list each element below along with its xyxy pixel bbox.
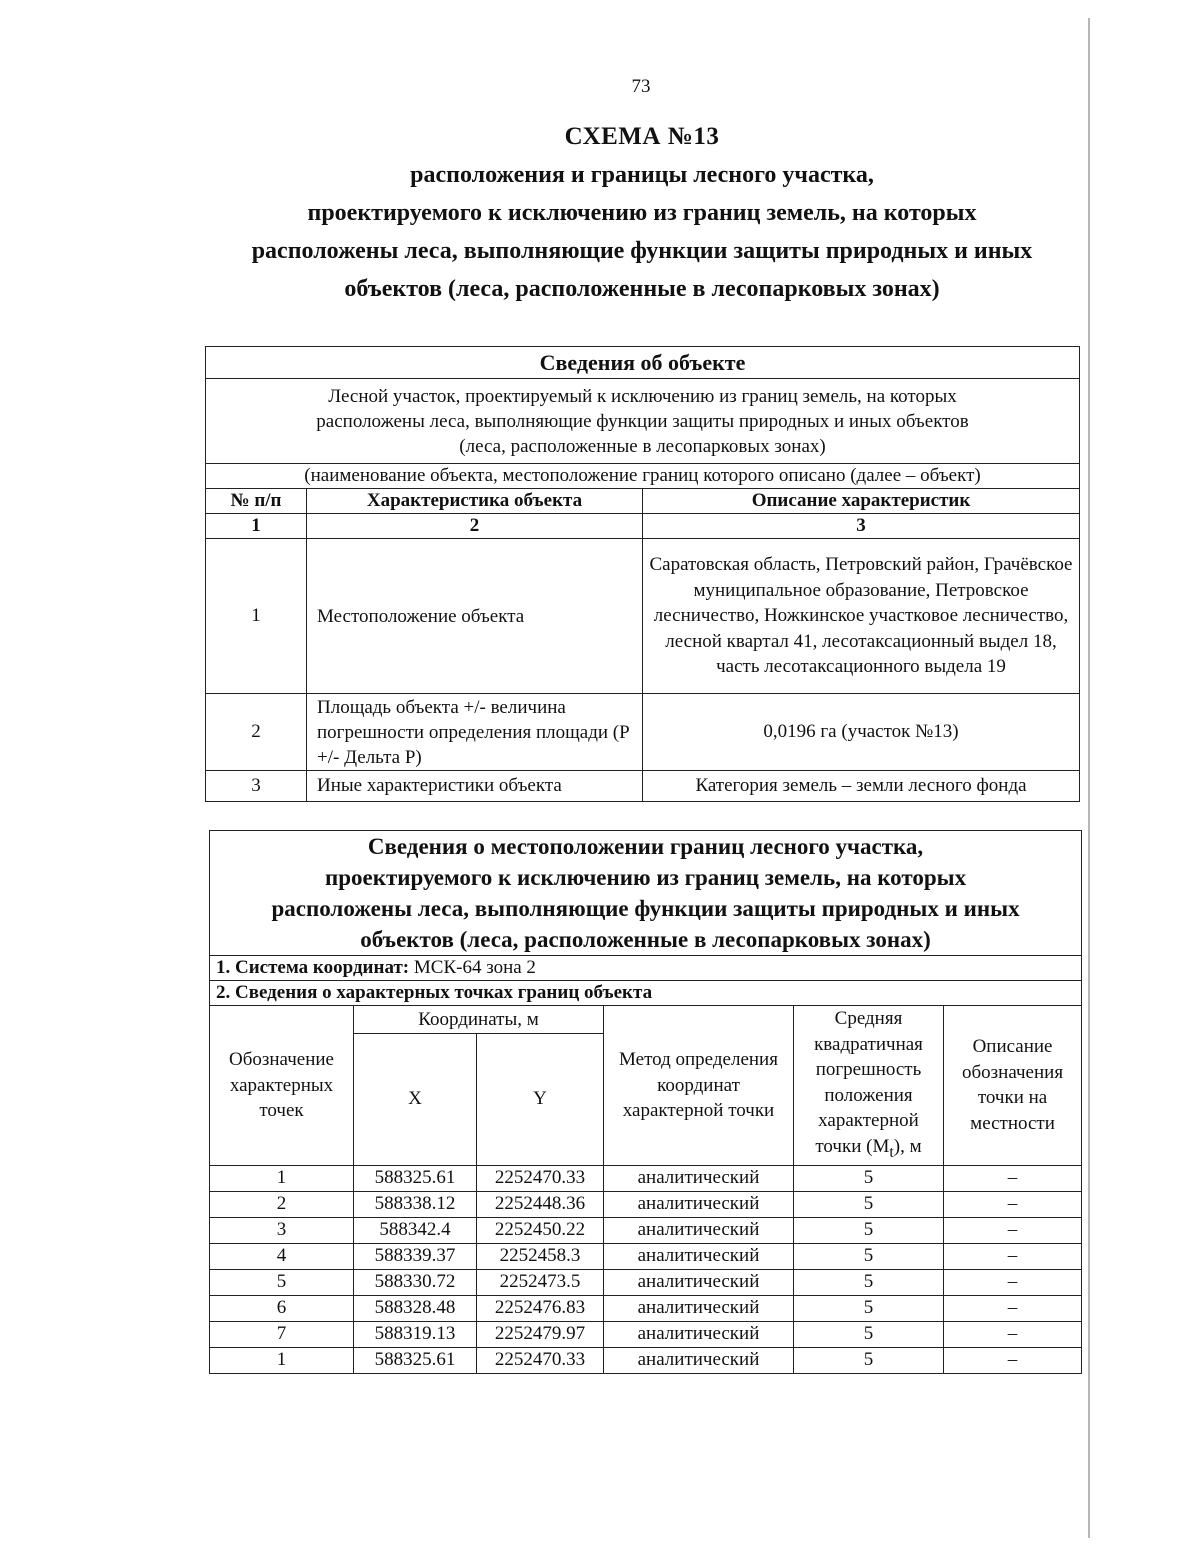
boundary-table xyxy=(209,830,1082,1374)
header-coordinates: Координаты, м xyxy=(354,1006,604,1034)
point-x: 588325.61 xyxy=(354,1347,477,1373)
point-y: 2252476.83 xyxy=(477,1295,604,1321)
point-error: 5 xyxy=(794,1321,944,1347)
object-info-heading: Сведения об объекте xyxy=(206,347,1080,379)
point-y: 2252473.5 xyxy=(477,1269,604,1295)
point-y: 2252448.36 xyxy=(477,1191,604,1217)
header-error-sub: t xyxy=(889,1143,894,1161)
table-row xyxy=(210,1269,1082,1295)
point-y: 2252450.22 xyxy=(477,1217,604,1243)
point-error: 5 xyxy=(794,1295,944,1321)
point-error: 5 xyxy=(794,1269,944,1295)
row-characteristic: Иные характеристики объекта xyxy=(307,771,643,802)
point-id: 1 xyxy=(210,1347,354,1373)
point-x: 588339.37 xyxy=(354,1243,477,1269)
point-description: – xyxy=(944,1191,1082,1217)
point-method: аналитический xyxy=(604,1191,794,1217)
boundary-heading-line: проектируемого к исключению из границ земель, на которых xyxy=(324,865,967,890)
point-description: – xyxy=(944,1347,1082,1373)
point-y: 2252470.33 xyxy=(477,1165,604,1191)
point-error: 5 xyxy=(794,1191,944,1217)
point-method: аналитический xyxy=(604,1347,794,1373)
point-method: аналитический xyxy=(604,1295,794,1321)
point-description: – xyxy=(944,1243,1082,1269)
row-characteristic: Местоположение объекта xyxy=(307,539,643,694)
col-number: 1 xyxy=(206,514,307,539)
table-row xyxy=(206,539,1080,694)
object-name xyxy=(206,379,1080,464)
point-y: 2252470.33 xyxy=(477,1347,604,1373)
point-id: 4 xyxy=(210,1243,354,1269)
point-description: – xyxy=(944,1295,1082,1321)
point-x: 588338.12 xyxy=(354,1191,477,1217)
point-method: аналитический xyxy=(604,1217,794,1243)
object-name-line: Лесной участок, проектируемый к исключению из границ земель, на которых xyxy=(328,385,957,407)
title-line: проектируемого к исключению из границ земель, на которых xyxy=(307,200,977,226)
object-name-line: (леса, расположенные в лесопарковых зонах) xyxy=(459,435,826,457)
table-row xyxy=(210,1321,1082,1347)
point-description: – xyxy=(944,1165,1082,1191)
object-info-table xyxy=(205,346,1080,802)
point-error: 5 xyxy=(794,1347,944,1373)
col-header-number: № п/п xyxy=(206,489,307,514)
point-x: 588342.4 xyxy=(354,1217,477,1243)
document-title xyxy=(200,118,1084,308)
table-row xyxy=(210,1165,1082,1191)
point-id: 6 xyxy=(210,1295,354,1321)
point-description: – xyxy=(944,1217,1082,1243)
point-y: 2252479.97 xyxy=(477,1321,604,1347)
table-row xyxy=(210,1295,1082,1321)
boundary-heading-line: расположены леса, выполняющие функции защиты природных и иных xyxy=(271,896,1020,921)
coord-system-row xyxy=(210,956,1082,981)
col-header-characteristic: Характеристика объекта xyxy=(307,489,643,514)
row-characteristic: Площадь объекта +/- величина погрешности определения площади (Р +/- Дельта Р) xyxy=(307,694,643,771)
row-description: 0,0196 га (участок №13) xyxy=(643,694,1080,771)
point-id: 7 xyxy=(210,1321,354,1347)
header-error xyxy=(794,1006,944,1166)
point-y: 2252458.3 xyxy=(477,1243,604,1269)
header-x: X xyxy=(354,1033,477,1165)
header-y: Y xyxy=(477,1033,604,1165)
point-x: 588325.61 xyxy=(354,1165,477,1191)
table-row xyxy=(210,1347,1082,1373)
row-number: 2 xyxy=(206,694,307,771)
point-x: 588330.72 xyxy=(354,1269,477,1295)
point-method: аналитический xyxy=(604,1269,794,1295)
point-method: аналитический xyxy=(604,1165,794,1191)
scan-page-edge xyxy=(1088,18,1090,1538)
title-line: объектов (леса, расположенные в лесопарковых зонах) xyxy=(344,276,940,302)
object-name-line: расположены леса, выполняющие функции защиты природных и иных объектов xyxy=(316,410,969,432)
point-description: – xyxy=(944,1321,1082,1347)
point-description: – xyxy=(944,1269,1082,1295)
row-description: Категория земель – земли лесного фонда xyxy=(643,771,1080,802)
row-description: Саратовская область, Петровский район, Грачёвское муниципальное образование, Петровское лесничество, Ножкинское участковое лесничество, лесной квартал 41, лесотаксационный выдел 18, часть лесотаксационного выдела 19 xyxy=(643,539,1080,694)
point-method: аналитический xyxy=(604,1321,794,1347)
header-designation: Обозначение характерных точек xyxy=(210,1006,354,1166)
row-number: 1 xyxy=(206,539,307,694)
page-number: 73 xyxy=(631,76,651,97)
coord-system-label: 1. Система координат: xyxy=(216,957,410,978)
col-header-description: Описание характеристик xyxy=(643,489,1080,514)
header-point-description: Описание обозначения точки на местности xyxy=(944,1006,1082,1166)
point-method: аналитический xyxy=(604,1243,794,1269)
table-row xyxy=(206,694,1080,771)
header-error-text: Средняя квадратичная погрешность положения характерной точки (M xyxy=(814,1008,923,1157)
point-error: 5 xyxy=(794,1243,944,1269)
boundary-heading-line: объектов (леса, расположенные в лесопарковых зонах) xyxy=(360,927,931,952)
points-body xyxy=(210,1165,1082,1373)
header-error-suffix: ), м xyxy=(893,1135,922,1157)
point-id: 3 xyxy=(210,1217,354,1243)
point-error: 5 xyxy=(794,1217,944,1243)
point-error: 5 xyxy=(794,1165,944,1191)
boundary-heading xyxy=(210,831,1082,956)
points-section-title: 2. Сведения о характерных точках границ объекта xyxy=(210,981,1082,1006)
point-id: 5 xyxy=(210,1269,354,1295)
table-row xyxy=(206,771,1080,802)
table-row xyxy=(210,1243,1082,1269)
point-x: 588319.13 xyxy=(354,1321,477,1347)
header-method: Метод определения координат характерной точки xyxy=(604,1006,794,1166)
table-row xyxy=(210,1217,1082,1243)
col-number: 3 xyxy=(643,514,1080,539)
table-row xyxy=(210,1191,1082,1217)
object-name-caption: (наименование объекта, местоположение границ которого описано (далее – объект) xyxy=(206,464,1080,489)
title-line: расположения и границы лесного участка, xyxy=(410,162,874,188)
point-x: 588328.48 xyxy=(354,1295,477,1321)
point-id: 2 xyxy=(210,1191,354,1217)
point-id: 1 xyxy=(210,1165,354,1191)
schema-heading: СХЕМА №13 xyxy=(564,123,720,150)
row-number: 3 xyxy=(206,771,307,802)
col-number: 2 xyxy=(307,514,643,539)
title-line: расположены леса, выполняющие функции защиты природных и иных xyxy=(251,238,1033,264)
coord-system-value: МСК-64 зона 2 xyxy=(413,957,536,978)
boundary-heading-line: Сведения о местоположении границ лесного участка, xyxy=(367,834,924,859)
